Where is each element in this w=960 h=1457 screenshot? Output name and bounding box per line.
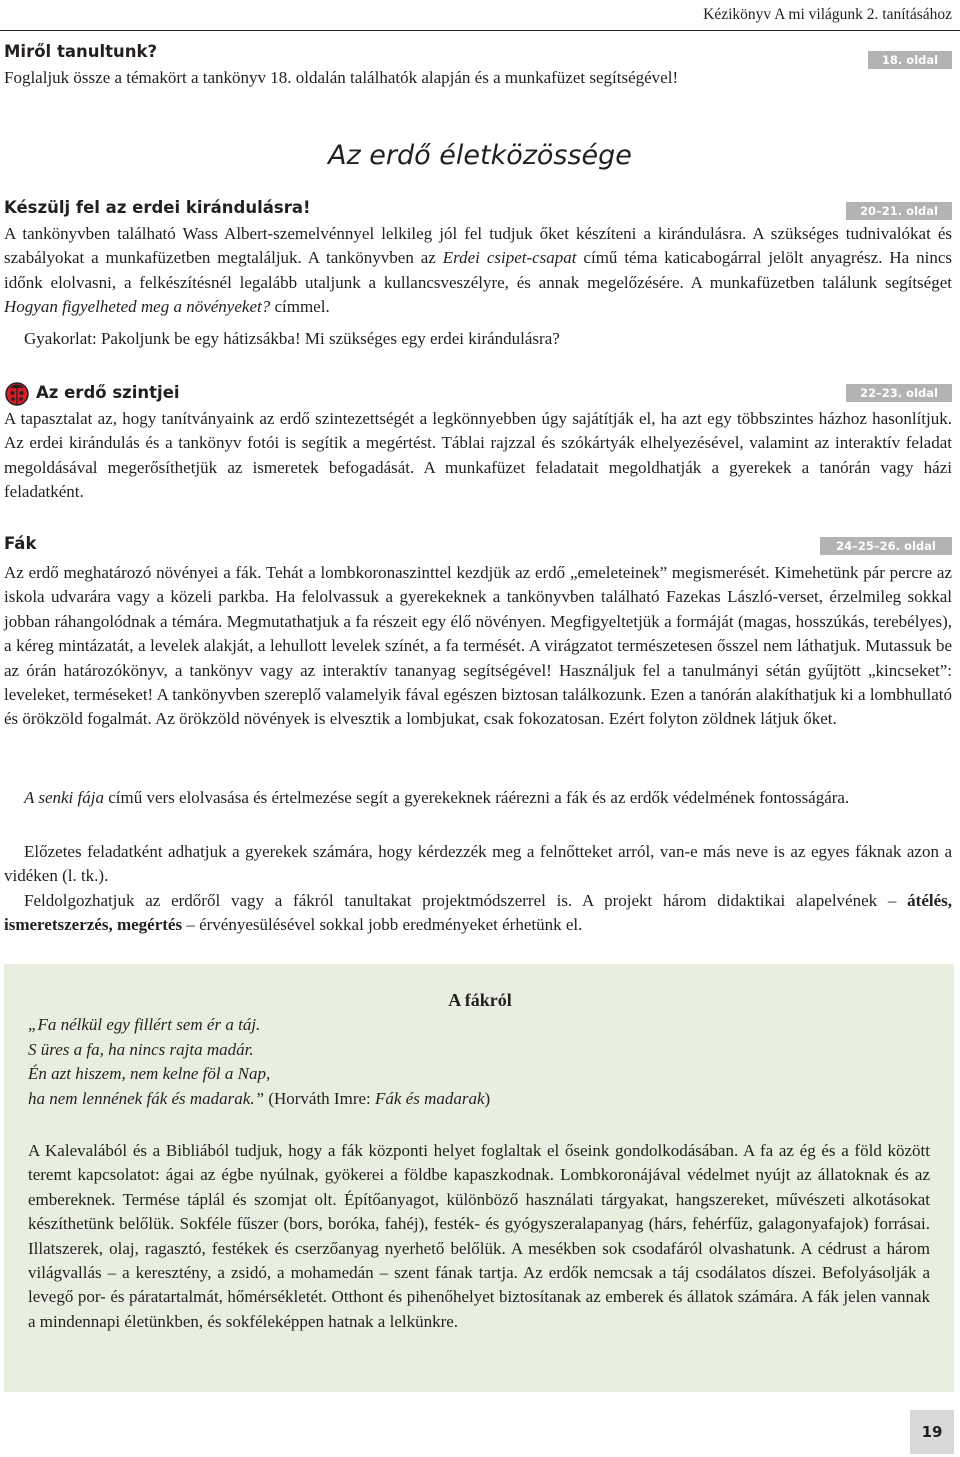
levels-text: A tapasztalat az, hogy tanítványaink az erdő szintezettségét a legkönnyebben úgy sajátítják el, ha azt egy többszintes házhoz hasonlítjuk. Az erdei kirándulás és a tankönyv fotói is segítik a megértést. Táblai rajzzal és szókártyák elhelyezésével, valamint az interaktív feladat megoldásával megerősíthetjük az ismeretek befogadását. A munkafüzet feladatait megoldhatják a gyerekek a tanórán vagy házi feladatként. (4, 409, 952, 502)
poem-line: Én azt hiszem, nem kelne föl a Nap, (28, 1064, 271, 1083)
page-badge-18: 18. oldal (868, 51, 952, 69)
page-badge-24-26: 24–25–26. oldal (820, 537, 952, 555)
poem-credit-title: Fák és madarak (375, 1088, 485, 1108)
trees-paragraph-3: Előzetes feladatként adhatjuk a gyerekek számára, hogy kérdezzék meg a felnőtteket arról, van-e más neve is az egyes fáknak azon a vidéken (l. tk.). (4, 842, 952, 886)
box-title: A fákról (448, 990, 512, 1010)
page-badge-20-21: 20–21. oldal (846, 202, 952, 220)
prepare-heading: Készülj fel az erdei kirándulásra! (4, 198, 311, 217)
poem-line: S üres a fa, ha nincs rajta madár. (28, 1039, 254, 1059)
prepare-exercise: Gyakorlat: Pakoljunk be egy hátizsákba! Mi szükséges egy erdei kirándulásra? (24, 329, 560, 348)
page-number: 19 (910, 1410, 954, 1454)
prepare-paragraph: A tankönyvben található Wass Albert-szemelvénnyel lelkileg jól fel tudjuk őket készíteni a kirándulásra. A szükséges tudnivalókat és szabályokat a munkafüzetben megtaláljuk. A tankönyvben az Erdei csipet-csapat című téma katicabogárral jelölt anyagrész. Ha nincs időnk elolvasni, a felkészítésnél legalább utaljunk a kullancsveszélyre, és annak megelőzésére. A munkafüzetben találunk segítséget Hogyan figyelheted meg a növényeket? címmel. (4, 224, 952, 317)
intro-heading: Miről tanultunk? (4, 42, 158, 61)
poem-credit: (Horváth Imre: (264, 1088, 375, 1108)
header-divider (0, 30, 960, 31)
book-title: Kézikönyv A mi világunk 2. tanításához (703, 6, 952, 23)
trees-paragraph-4: Feldolgozhatjuk az erdőről vagy a fákról tanultakat projektmódszerrel is. A projekt három didaktikai alapelvének – átélés, ismeretszerzés, megértés – érvényesülésével sokkal jobb eredményeket érhetünk el. (4, 891, 952, 935)
poem: „Fa nélkül egy fillért sem ér a táj. S üres a fa, ha nincs rajta madár. Én azt hiszem, nem kelne föl a Nap, ha nem lennének fák és madarak.” (Horváth Imre: Fák és madarak) (28, 1015, 491, 1108)
levels-heading: Az erdő szintjei (36, 383, 180, 402)
trees-heading: Fák (4, 534, 37, 553)
trees-paragraph-2: A senki fája című vers elolvasása és értelmezése segít a gyerekeknek ráérezni a fák és az erdők védelmének fontosságára. (24, 788, 850, 807)
box-text: A Kalevalából és a Bibliából tudjuk, hogy a fák központi helyet foglaltak el őseink gondolkodásában. A fa az ég és a föld között teremt kapcsolatot: ágai az égbe nyúlnak, gyökerei a földbe kapaszkodnak. Lombkoronájával védelmet nyújt az állatoknak és az embereknek. Termése táplál és szomjat olt. Építőanyagot, különböző használati tárgyakat, hangszereket, művészeti alkotásokat készíthetünk belőlük. Sokféle fűszer (bors, boróka, fahéj), festék- és gyógyszeralapanyag (hárs, fehérfűz, galagonyafajok) forrásai. Illatszerek, olaj, ragasztó, festékek és cserzőanyag nyerhető belőlük. A mesékben sok csodafáról olvashatunk. A cédrust a három világvallás – a keresztény, a zsidó, a mohamedán – szent fának tartja. Az erdők nemcsak a táj csodálatos díszei. Befolyásolják a levegő por- és páratartalmát, hőmérsékletét. Otthont és pihenőhelyet biztosítanak az emberek és állatok számára. A fák jelen vannak a mindennapi életünkben, és sokféleképpen hatnak a lelkünkre. (28, 1141, 930, 1331)
page-badge-22-23: 22–23. oldal (846, 384, 952, 402)
ladybug-icon (4, 380, 30, 406)
poem-line: „Fa nélkül egy fillért sem ér a táj. (28, 1015, 261, 1034)
poem-line: ha nem lennének fák és madarak.” (28, 1088, 265, 1108)
intro-text: Foglaljuk össze a témakört a tankönyv 18. oldalán találhatók alapján és a munkafüzet segítségével! (4, 68, 679, 87)
section-title: Az erdő életközössége (328, 140, 632, 171)
trees-paragraph-1: Az erdő meghatározó növényei a fák. Tehát a lombkoronaszinttel kezdjük az erdő „emeleteinek” megismerését. Kimehetünk pár percre az iskola udvarára vagy a közeli parkba. Ha felolvassuk a gyerekeknek a tankönyvben található Fazekas László-verset, érzelmileg sokkal jobban ráhangolódnak a témára. Megmutathatjuk a fa részeit egy élő növényen. Megfigyeltetjük a formáját (magas, hosszúkás, terebélyes), a kéreg mintázatát, a levelek alakját, a lehullott levelek színét, a fa termését. A virágzatot természetesen ősszel nem láthatjuk. Mutassuk be az órán határozókönyv, a tankönyv vagy az interaktív tananyag segítségével! Használjuk fel a tanulmányi sétán gyűjtött „kincseket”: leveleket, terméseket! A tankönyvben szereplő valamelyik fával egészen biztosan találkozunk. Ezen a tanórán alakíthatjuk ki a lombhullató és örökzöld fogalmát. Az örökzöld növények is elvesztik a lombjukat, csak fokozatosan. Ezért folyton zöldnek látjuk őket. (4, 563, 952, 729)
